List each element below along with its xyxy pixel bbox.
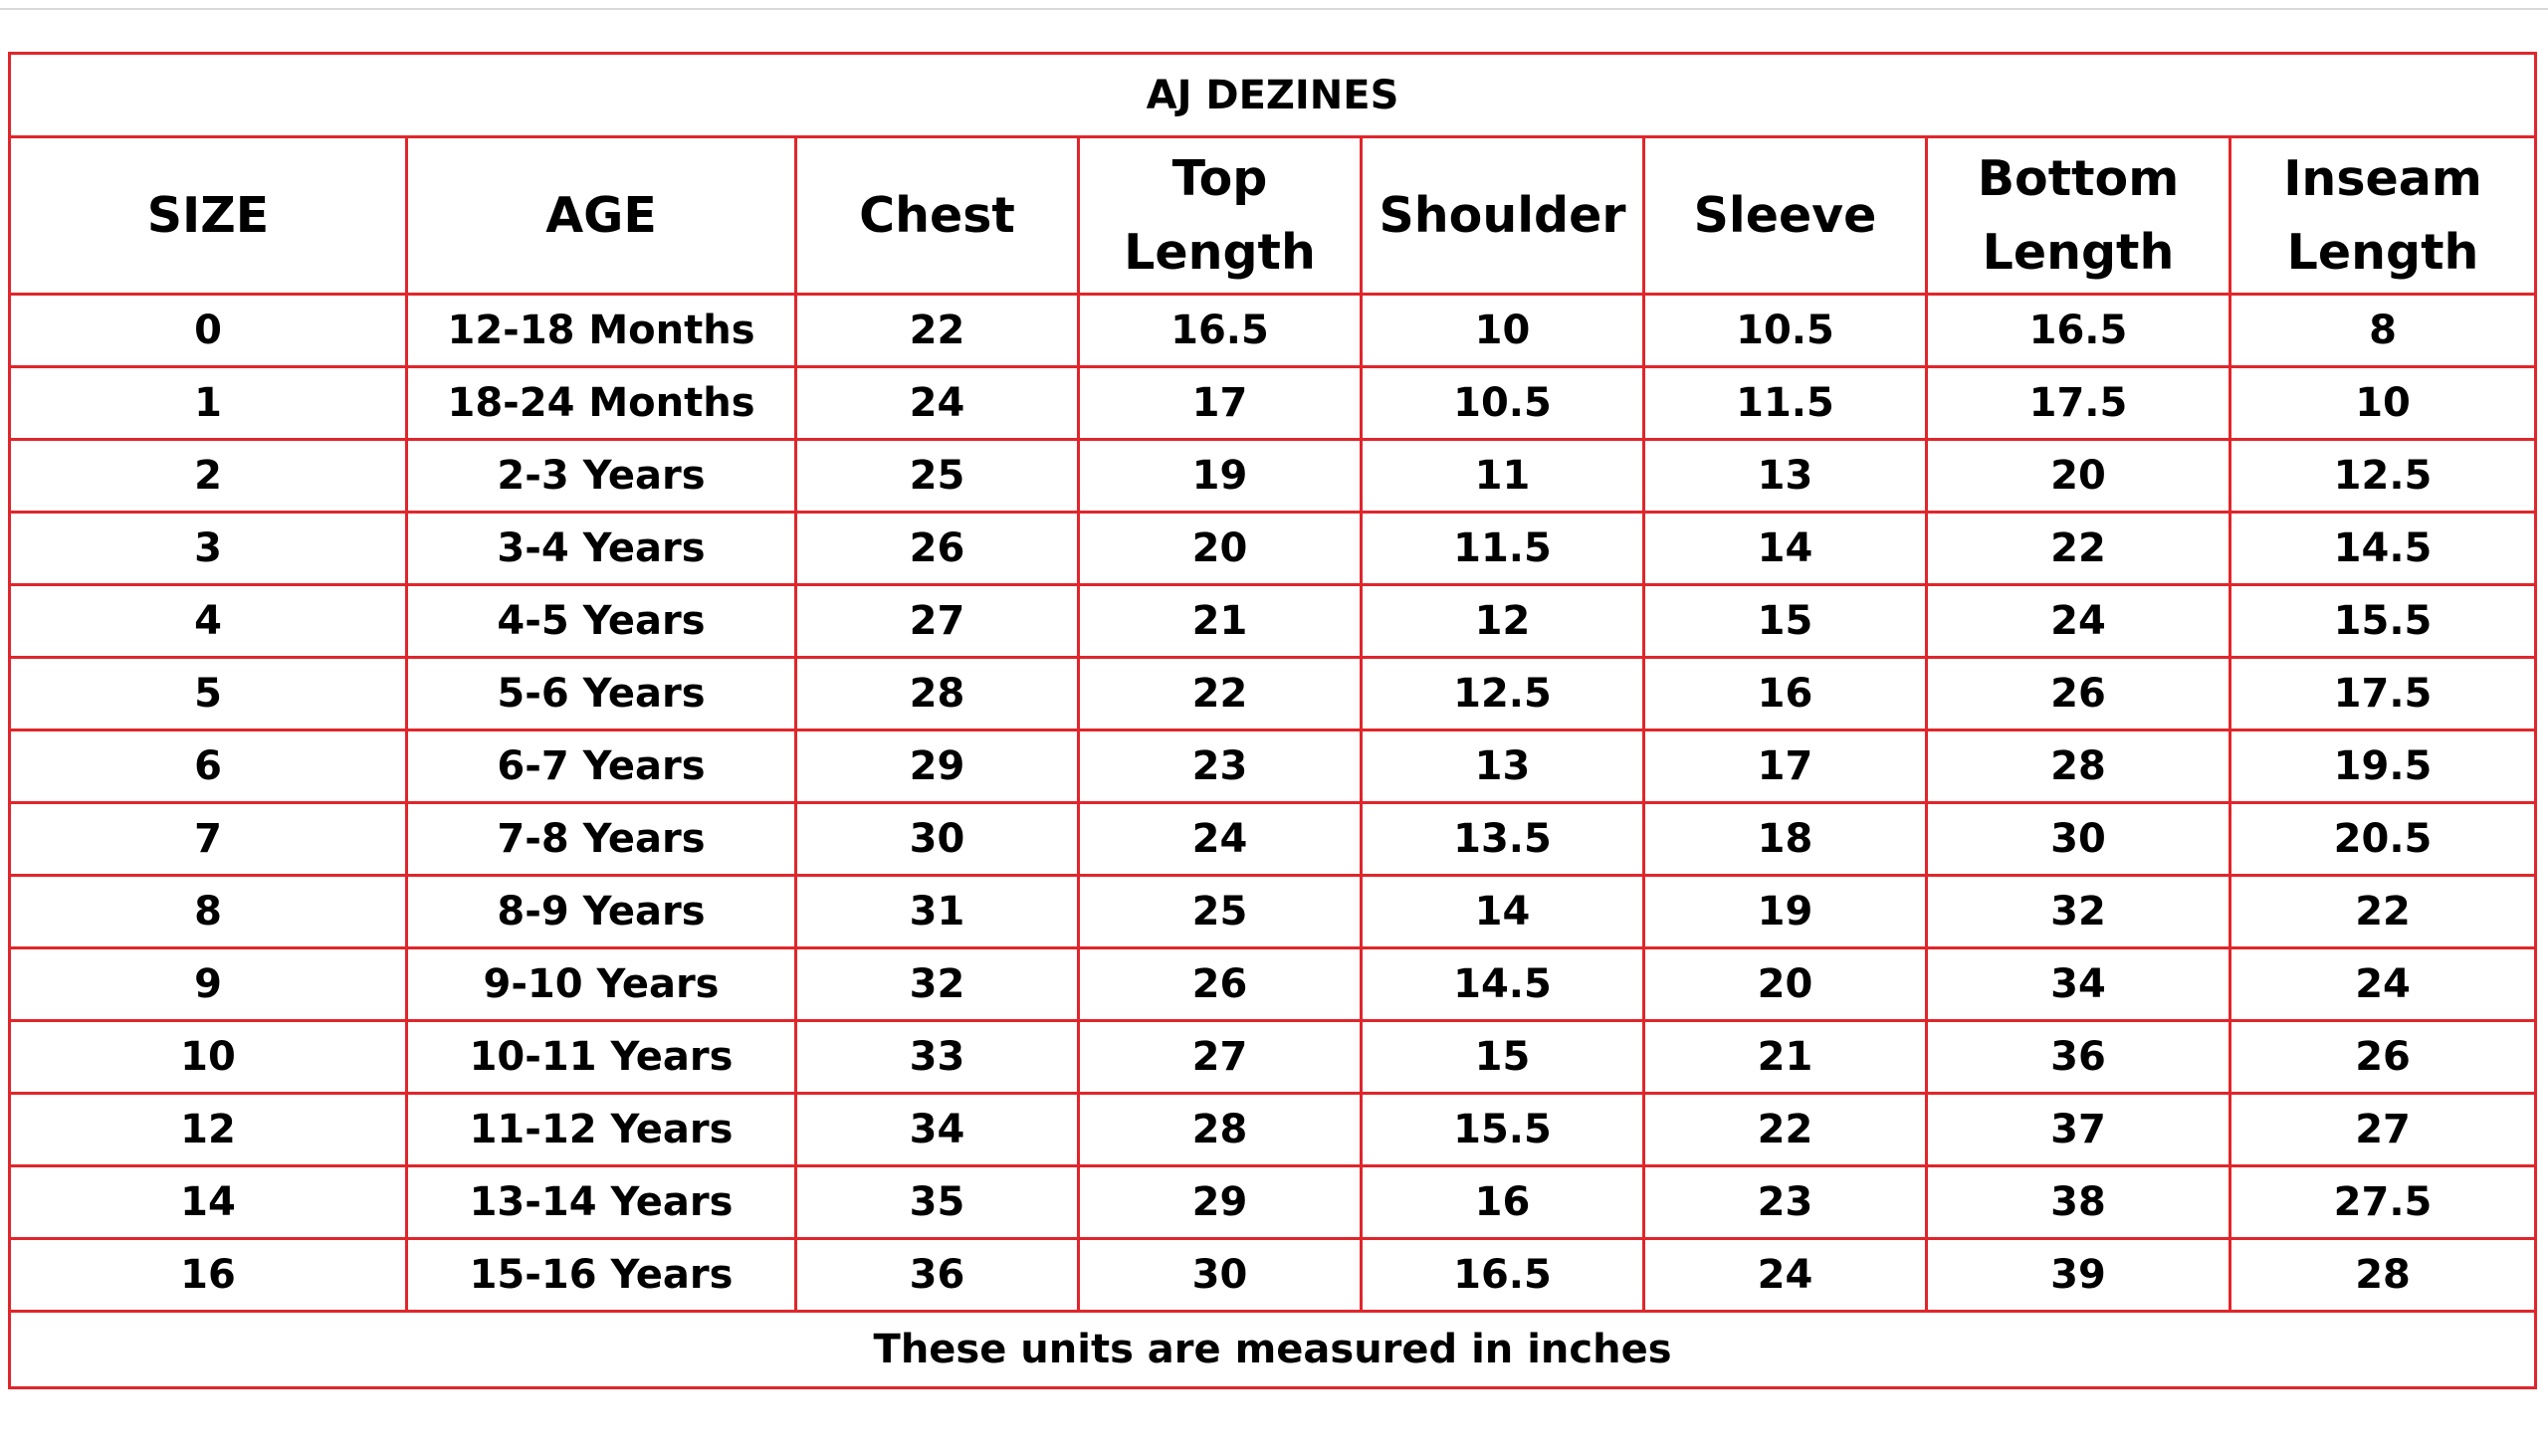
table-row — [10, 730, 2536, 803]
cell-top-length: 29 — [1079, 1166, 1362, 1239]
cell-inseam-length: 27 — [2230, 1094, 2536, 1166]
cell-shoulder: 14 — [1362, 876, 1644, 948]
cell-sleeve: 14 — [1644, 513, 1927, 585]
cell-inseam-length: 28 — [2230, 1239, 2536, 1312]
cell-inseam-length: 10 — [2230, 367, 2536, 440]
cell-chest: 33 — [796, 1021, 1079, 1094]
cell-age: 10-11 Years — [407, 1021, 796, 1094]
cell-shoulder: 13 — [1362, 730, 1644, 803]
cell-shoulder: 10 — [1362, 295, 1644, 367]
cell-age: 2-3 Years — [407, 440, 796, 513]
cell-top-length: 26 — [1079, 948, 1362, 1021]
cell-shoulder: 11.5 — [1362, 513, 1644, 585]
table-row — [10, 513, 2536, 585]
table-row — [10, 440, 2536, 513]
cell-chest: 29 — [796, 730, 1079, 803]
cell-top-length: 25 — [1079, 876, 1362, 948]
cell-shoulder: 12 — [1362, 585, 1644, 658]
title-row — [10, 54, 2536, 137]
cell-age: 18-24 Months — [407, 367, 796, 440]
column-header-line: Chest — [859, 186, 1015, 244]
cell-sleeve: 21 — [1644, 1021, 1927, 1094]
cell-size: 8 — [10, 876, 407, 948]
cell-top-length: 19 — [1079, 440, 1362, 513]
cell-size: 4 — [10, 585, 407, 658]
cell-age: 11-12 Years — [407, 1094, 796, 1166]
cell-bottom-length: 38 — [1927, 1166, 2230, 1239]
cell-chest: 34 — [796, 1094, 1079, 1166]
cell-shoulder: 14.5 — [1362, 948, 1644, 1021]
column-header-age — [407, 137, 796, 295]
column-header-line: Length — [2286, 223, 2479, 281]
cell-bottom-length: 28 — [1927, 730, 2230, 803]
column-header-line: Length — [1124, 223, 1316, 281]
cell-inseam-length: 26 — [2230, 1021, 2536, 1094]
cell-age: 7-8 Years — [407, 803, 796, 876]
cell-sleeve: 15 — [1644, 585, 1927, 658]
table-row — [10, 1166, 2536, 1239]
cell-size: 5 — [10, 658, 407, 730]
cell-age: 9-10 Years — [407, 948, 796, 1021]
cell-inseam-length: 24 — [2230, 948, 2536, 1021]
top-divider — [0, 8, 2548, 10]
column-header-line: AGE — [545, 186, 657, 244]
column-header-sleeve — [1644, 137, 1927, 295]
cell-shoulder: 12.5 — [1362, 658, 1644, 730]
cell-inseam-length: 20.5 — [2230, 803, 2536, 876]
table-row — [10, 1021, 2536, 1094]
cell-bottom-length: 36 — [1927, 1021, 2230, 1094]
cell-shoulder: 13.5 — [1362, 803, 1644, 876]
cell-inseam-length: 27.5 — [2230, 1166, 2536, 1239]
cell-chest: 30 — [796, 803, 1079, 876]
cell-inseam-length: 14.5 — [2230, 513, 2536, 585]
column-header-size — [10, 137, 407, 295]
cell-age: 13-14 Years — [407, 1166, 796, 1239]
table-row — [10, 585, 2536, 658]
table-row — [10, 367, 2536, 440]
column-header-top-length — [1079, 137, 1362, 295]
size-chart-table — [8, 52, 2537, 1389]
cell-shoulder: 16 — [1362, 1166, 1644, 1239]
cell-sleeve: 23 — [1644, 1166, 1927, 1239]
cell-inseam-length: 22 — [2230, 876, 2536, 948]
cell-bottom-length: 39 — [1927, 1239, 2230, 1312]
column-header-shoulder — [1362, 137, 1644, 295]
cell-bottom-length: 20 — [1927, 440, 2230, 513]
chart-title: AJ DEZINES — [10, 54, 2536, 137]
table-row — [10, 1239, 2536, 1312]
cell-size: 16 — [10, 1239, 407, 1312]
cell-chest: 26 — [796, 513, 1079, 585]
table-row — [10, 948, 2536, 1021]
cell-inseam-length: 8 — [2230, 295, 2536, 367]
column-header-bottom-length — [1927, 137, 2230, 295]
column-header-line: SIZE — [146, 186, 270, 244]
cell-bottom-length: 32 — [1927, 876, 2230, 948]
footer-row — [10, 1312, 2536, 1388]
cell-size: 7 — [10, 803, 407, 876]
cell-inseam-length: 17.5 — [2230, 658, 2536, 730]
cell-age: 5-6 Years — [407, 658, 796, 730]
cell-size: 1 — [10, 367, 407, 440]
cell-sleeve: 17 — [1644, 730, 1927, 803]
cell-top-length: 16.5 — [1079, 295, 1362, 367]
cell-chest: 31 — [796, 876, 1079, 948]
cell-sleeve: 18 — [1644, 803, 1927, 876]
cell-inseam-length: 19.5 — [2230, 730, 2536, 803]
cell-chest: 25 — [796, 440, 1079, 513]
cell-age: 4-5 Years — [407, 585, 796, 658]
cell-bottom-length: 26 — [1927, 658, 2230, 730]
cell-sleeve: 24 — [1644, 1239, 1927, 1312]
cell-top-length: 27 — [1079, 1021, 1362, 1094]
table-row — [10, 803, 2536, 876]
cell-top-length: 21 — [1079, 585, 1362, 658]
cell-top-length: 20 — [1079, 513, 1362, 585]
table-row — [10, 295, 2536, 367]
column-header-line: Length — [1982, 223, 2175, 281]
table-row — [10, 658, 2536, 730]
column-header-line: Sleeve — [1693, 186, 1877, 244]
column-header-line: Shoulder — [1379, 186, 1626, 244]
cell-chest: 32 — [796, 948, 1079, 1021]
cell-size: 6 — [10, 730, 407, 803]
cell-inseam-length: 15.5 — [2230, 585, 2536, 658]
cell-chest: 28 — [796, 658, 1079, 730]
cell-size: 0 — [10, 295, 407, 367]
cell-age: 3-4 Years — [407, 513, 796, 585]
cell-inseam-length: 12.5 — [2230, 440, 2536, 513]
cell-chest: 36 — [796, 1239, 1079, 1312]
header-row — [10, 137, 2536, 295]
cell-chest: 22 — [796, 295, 1079, 367]
table-body — [10, 295, 2536, 1312]
column-header-line: Inseam — [2283, 150, 2482, 207]
cell-sleeve: 16 — [1644, 658, 1927, 730]
cell-sleeve: 11.5 — [1644, 367, 1927, 440]
cell-bottom-length: 22 — [1927, 513, 2230, 585]
cell-bottom-length: 17.5 — [1927, 367, 2230, 440]
cell-size: 2 — [10, 440, 407, 513]
cell-age: 8-9 Years — [407, 876, 796, 948]
column-header-chest — [796, 137, 1079, 295]
cell-chest: 35 — [796, 1166, 1079, 1239]
cell-bottom-length: 24 — [1927, 585, 2230, 658]
units-note: These units are measured in inches — [10, 1312, 2536, 1388]
cell-chest: 27 — [796, 585, 1079, 658]
cell-age: 15-16 Years — [407, 1239, 796, 1312]
cell-sleeve: 13 — [1644, 440, 1927, 513]
cell-shoulder: 15 — [1362, 1021, 1644, 1094]
cell-sleeve: 22 — [1644, 1094, 1927, 1166]
table-row — [10, 1094, 2536, 1166]
cell-shoulder: 16.5 — [1362, 1239, 1644, 1312]
cell-top-length: 24 — [1079, 803, 1362, 876]
cell-bottom-length: 30 — [1927, 803, 2230, 876]
cell-chest: 24 — [796, 367, 1079, 440]
cell-shoulder: 11 — [1362, 440, 1644, 513]
cell-top-length: 23 — [1079, 730, 1362, 803]
cell-top-length: 17 — [1079, 367, 1362, 440]
column-header-inseam-length — [2230, 137, 2536, 295]
cell-size: 12 — [10, 1094, 407, 1166]
cell-top-length: 30 — [1079, 1239, 1362, 1312]
cell-shoulder: 10.5 — [1362, 367, 1644, 440]
cell-bottom-length: 34 — [1927, 948, 2230, 1021]
cell-top-length: 22 — [1079, 658, 1362, 730]
cell-bottom-length: 16.5 — [1927, 295, 2230, 367]
cell-size: 9 — [10, 948, 407, 1021]
column-header-line: Top — [1171, 150, 1268, 207]
cell-shoulder: 15.5 — [1362, 1094, 1644, 1166]
cell-sleeve: 20 — [1644, 948, 1927, 1021]
cell-sleeve: 10.5 — [1644, 295, 1927, 367]
column-header-line: Bottom — [1977, 150, 2180, 207]
cell-age: 12-18 Months — [407, 295, 796, 367]
cell-size: 14 — [10, 1166, 407, 1239]
cell-bottom-length: 37 — [1927, 1094, 2230, 1166]
table-row — [10, 876, 2536, 948]
cell-size: 10 — [10, 1021, 407, 1094]
cell-top-length: 28 — [1079, 1094, 1362, 1166]
cell-sleeve: 19 — [1644, 876, 1927, 948]
cell-age: 6-7 Years — [407, 730, 796, 803]
cell-size: 3 — [10, 513, 407, 585]
